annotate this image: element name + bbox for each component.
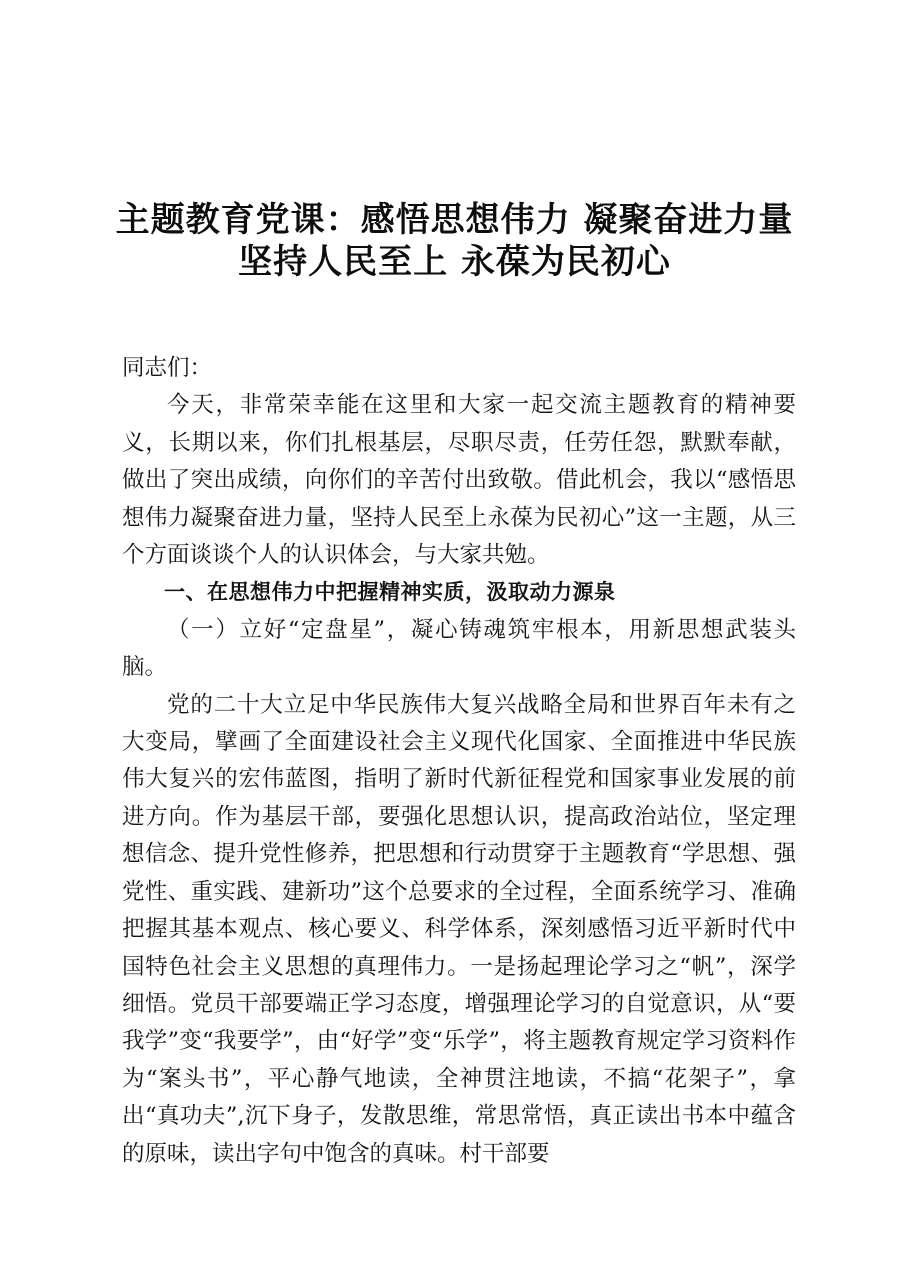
document-title-line-1: 主题教育党课：感悟思想伟力 凝聚奋进力量 [115,200,794,240]
salutation: 同志们： [122,355,213,381]
intro-paragraph: 今天，非常荣幸能在这里和大家一起交流主题教育的精神要义，长期以来，你们扎根基层，尽职尽责，任劳任怨，默默奉献，做出了突出成绩，向你们的辛苦付出致敬。借此机会，我以“感悟思想伟力凝聚奋进力量，坚持人民至上永葆为民初心”这一主题，从三个方面谈谈个人的认识体会，与大家共勉。 [122,392,796,569]
document-body [122,350,796,1173]
document-title-line-2: 坚持人民至上 永葆为民初心 [238,242,671,282]
body-paragraph: 党的二十大立足中华民族伟大复兴战略全局和世界百年未有之大变局，擘画了全面建设社会主义现代化国家、全面推进中华民族伟大复兴的宏伟蓝图，指明了新时代新征程党和国家事业发展的前进方向。作为基层干部，要强化思想认识，提高政治站位，坚定理想信念、提升党性修养，把思想和行动贯穿于主题教育“学思想、强党性、重实践、建新功”这个总要求的全过程，全面系统学习、准确把握其基本观点、核心要义、科学体系，深刻感悟习近平新时代中国特色社会主义思想的真理伟力。一是扬起理论学习之“帆”，深学细悟。党员干部要端正学习态度，增强理论学习的自觉意识，从“要我学”变“我要学”，由“好学”变“乐学”，将主题教育规定学习资料作为“案头书”，平心静气地读，全神贯注地读，不搞“花架子”，拿出“真功夫”,沉下身子，发散思维，常思常悟，真正读出书本中蕴含的原味，读出字句中饱含的真味。村干部要 [122,691,796,1167]
subsection-heading: （一）立好“定盘星”，凝心铸魂筑牢根本，用新思想武装头脑。 [122,616,796,681]
section-heading: 一、在思想伟力中把握精神实质，汲取动力源泉 [164,580,616,605]
